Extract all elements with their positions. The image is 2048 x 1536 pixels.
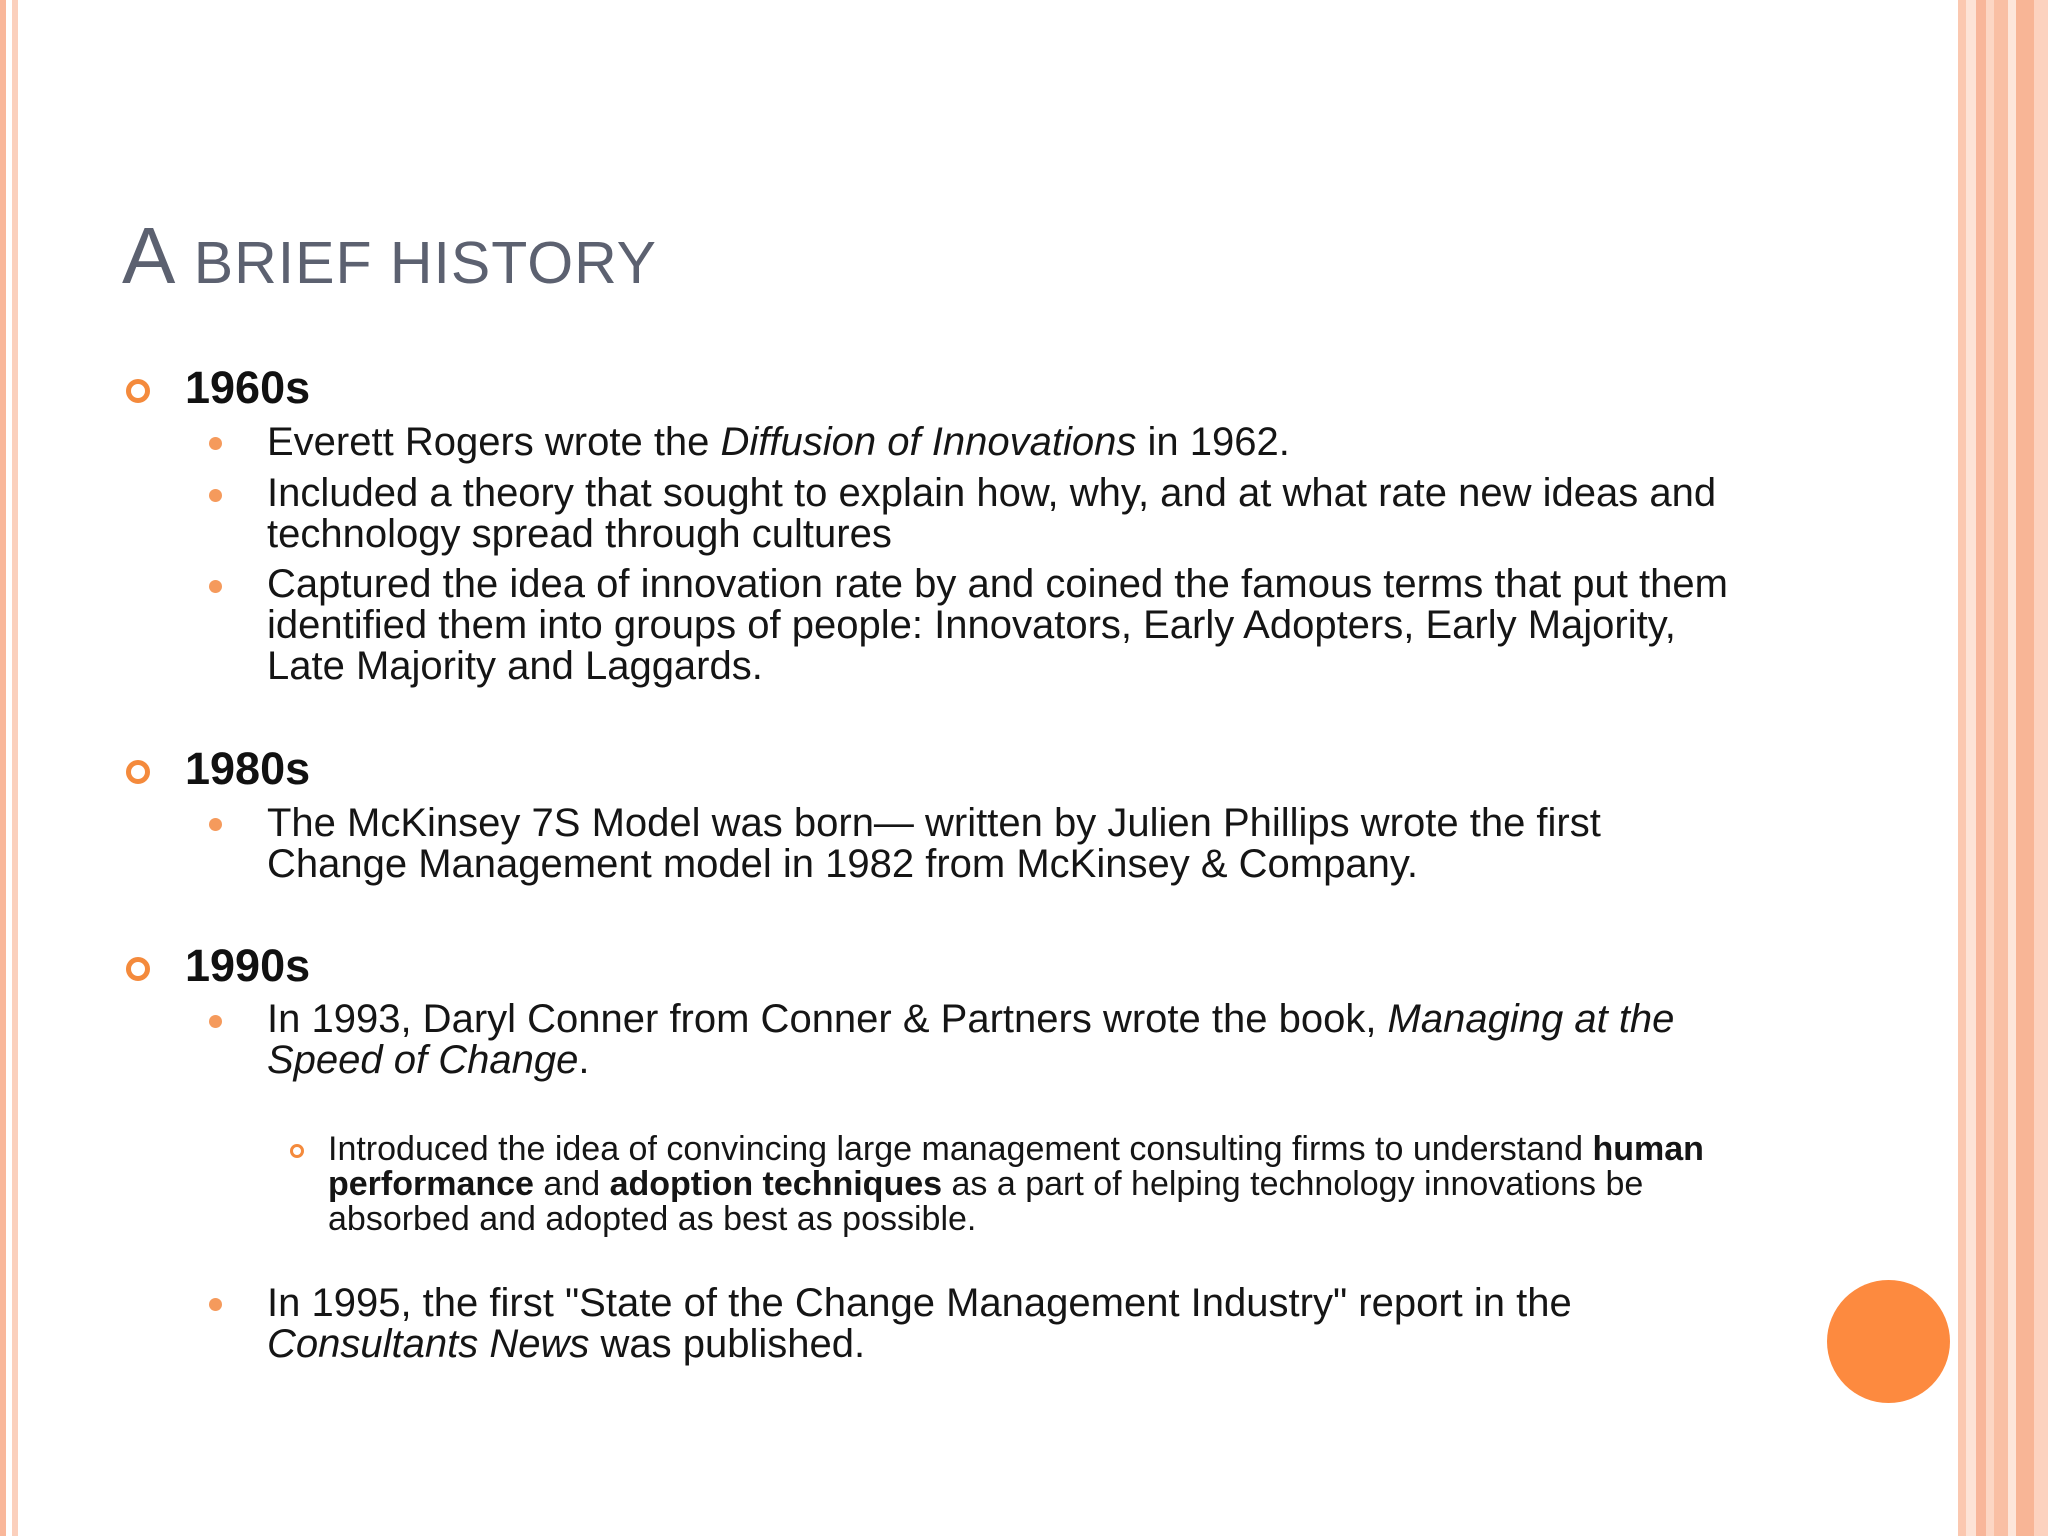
dot-bullet-icon (209, 1015, 222, 1028)
ring-bullet-icon (126, 760, 150, 784)
dot-bullet-icon (209, 818, 222, 831)
right-border-stripe (2016, 0, 2034, 1536)
section-heading-1990s: 1990s (185, 940, 311, 991)
dot-bullet-icon (209, 1298, 222, 1311)
right-border-stripe (2008, 0, 2016, 1536)
slide-title (122, 210, 657, 302)
title-rest: BRIEF HISTORY (193, 230, 658, 296)
ring-bullet-icon (126, 379, 150, 403)
right-border-stripe (1994, 0, 2008, 1536)
bold-term: adoption techniques (609, 1165, 943, 1203)
bullet-1960s-rogers (267, 422, 1747, 463)
bullet-text: Everett Rogers wrote the (267, 420, 721, 464)
dot-bullet-icon (209, 489, 222, 502)
small-ring-bullet-icon (290, 1144, 304, 1158)
right-border-stripe (2034, 0, 2048, 1536)
right-border-stripe (1958, 0, 1966, 1536)
bullet-text: as a part of helping technology innovations be absorbed and adopted as best as possible. (328, 1165, 1644, 1238)
bullet-text: was published. (589, 1322, 866, 1366)
bullet-text: and (533, 1165, 610, 1203)
bullet-1960s-groups: Captured the idea of innovation rate by and coined the famous terms that put them identified them into groups of people: Innovators, Early Adopters, Early Majority, Late Majority and Laggards. (267, 562, 1728, 688)
decorative-orange-circle (1827, 1280, 1950, 1403)
section-heading-1960s: 1960s (185, 362, 311, 413)
sub-bullet-1990s-consulting (328, 1132, 1768, 1237)
bullet-text: in 1962. (1136, 420, 1290, 464)
bold-term: human performance (328, 1130, 1704, 1203)
bullet-text: In 1993, Daryl Conner from Conner & Partners wrote the book, (267, 997, 1388, 1041)
bullet-1960s-theory: Included a theory that sought to explain how, why, and at what rate new ideas and technology spread through cultures (267, 471, 1717, 556)
right-border-stripe (1986, 0, 1994, 1536)
bullet-text: . (578, 1038, 590, 1082)
bullet-text: In 1995, the first "State of the Change Management Industry" report in the (267, 1281, 1572, 1325)
book-title: Diffusion of Innovations (720, 420, 1137, 464)
right-border-stripe (1976, 0, 1986, 1536)
publication-title: Consultants News (267, 1322, 590, 1366)
bullet-1980s-mckinsey: The McKinsey 7S Model was born— written by Julien Phillips wrote the first Change Management model in 1982 from McKinsey & Company. (267, 801, 1601, 886)
book-title: Managing at the Speed of Change (267, 997, 1675, 1082)
ring-bullet-icon (126, 957, 150, 981)
left-border-inner (12, 0, 18, 1536)
bullet-1990s-conner (267, 999, 1747, 1081)
section-heading-1980s: 1980s (185, 743, 311, 794)
title-initial: A (122, 211, 177, 300)
bullet-1990s-report (267, 1283, 1747, 1365)
dot-bullet-icon (209, 580, 222, 593)
dot-bullet-icon (209, 437, 222, 450)
bullet-text: Introduced the idea of convincing large management consulting firms to understand (328, 1130, 1593, 1168)
left-border-outer (0, 0, 6, 1536)
right-border-stripe (1966, 0, 1976, 1536)
